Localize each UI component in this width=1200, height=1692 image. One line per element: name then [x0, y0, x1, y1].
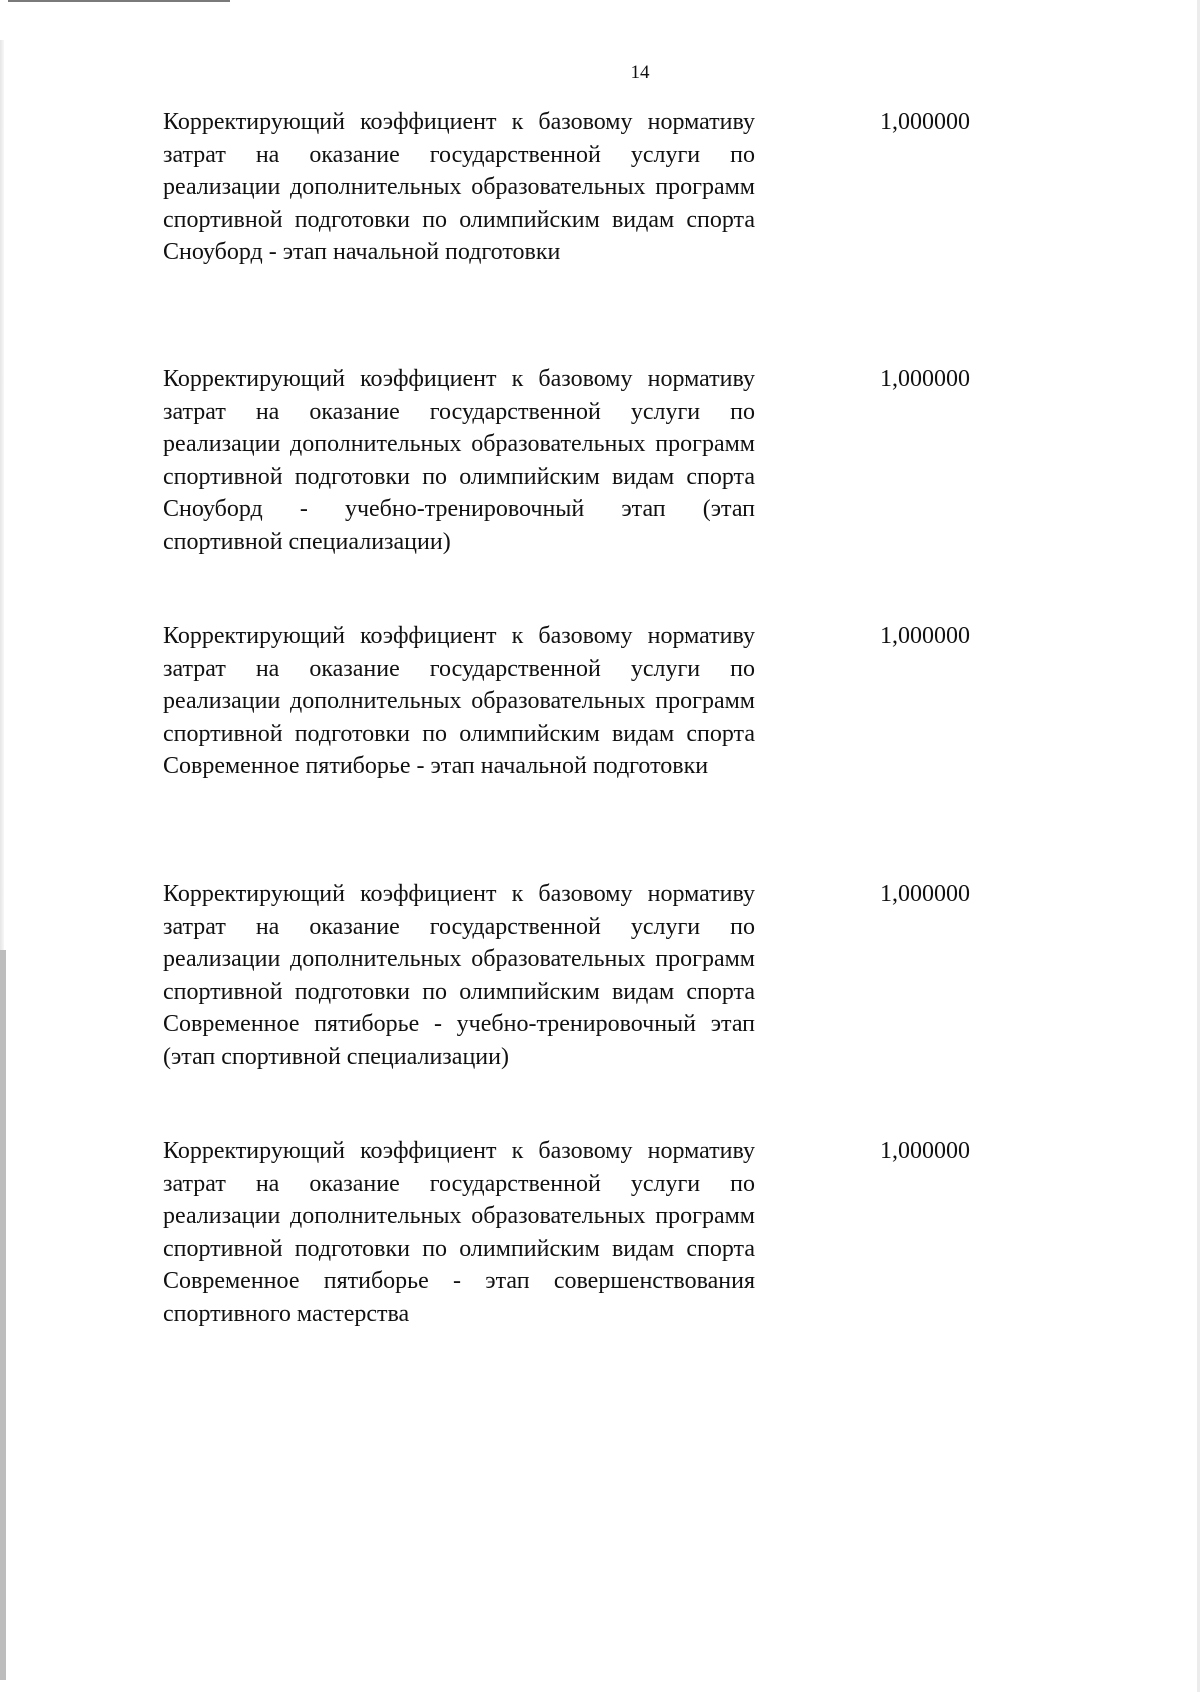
coefficient-description: Корректирующий коэффициент к базовому нормативу затрат на оказание государственной услуги по реализации дополнительных образовательных программ спортивной подготовки по олимпийским видам спорта Сноуборд - этап начальной подготовки: [163, 109, 755, 265]
coefficient-description: Корректирующий коэффициент к базовому нормативу затрат на оказание государственной услуги по реализации дополнительных образовательных программ спортивной подготовки по олимпийским видам спорта Сноуборд - учебно-тренировочный этап (этап спортивной специализации): [163, 366, 755, 555]
coefficient-value: 1,000000: [880, 623, 970, 649]
coefficient-entry: [163, 878, 1163, 1073]
coefficient-value: 1,000000: [880, 881, 970, 907]
scan-artifact-left-shadow: [0, 950, 6, 1680]
coefficient-description: Корректирующий коэффициент к базовому нормативу затрат на оказание государственной услуги по реализации дополнительных образовательных программ спортивной подготовки по олимпийским видам спорта Современное пятиборье - учебно-тренировочный этап (этап спортивной специализации): [163, 881, 755, 1070]
coefficient-description: Корректирующий коэффициент к базовому нормативу затрат на оказание государственной услуги по реализации дополнительных образовательных программ спортивной подготовки по олимпийским видам спорта Современное пятиборье - этап совершенствования спортивного мастерства: [163, 1138, 755, 1327]
coefficient-entry: [163, 620, 1163, 783]
coefficient-entry: [163, 1135, 1163, 1330]
coefficient-value: 1,000000: [880, 109, 970, 135]
page-number: 14: [630, 62, 650, 83]
coefficient-value: 1,000000: [880, 366, 970, 392]
coefficient-entry: [163, 106, 1163, 269]
scan-artifact-top-line: [8, 0, 230, 2]
coefficient-value: 1,000000: [880, 1138, 970, 1164]
coefficient-entry: [163, 363, 1163, 558]
coefficient-description: Корректирующий коэффициент к базовому нормативу затрат на оказание государственной услуги по реализации дополнительных образовательных программ спортивной подготовки по олимпийским видам спорта Современное пятиборье - этап начальной подготовки: [163, 623, 755, 779]
